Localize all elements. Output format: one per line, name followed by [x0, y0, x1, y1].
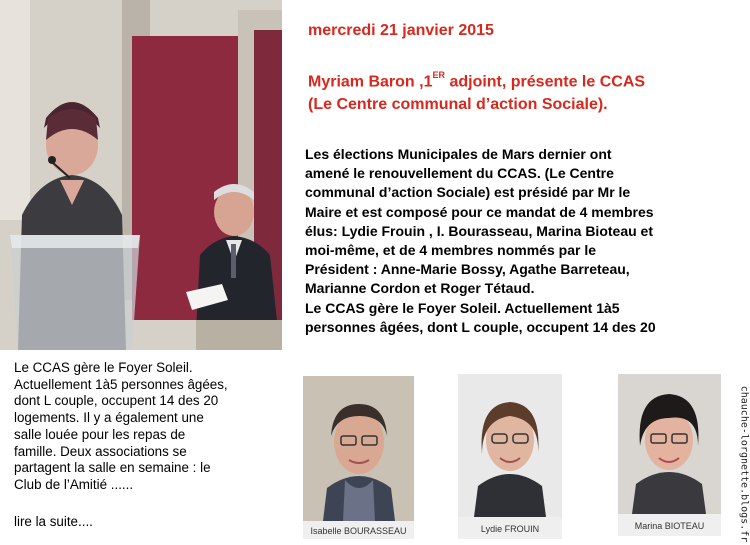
headline-part2: adjoint, présente le CCAS — [445, 73, 646, 91]
portrait-caption: Isabelle BOURASSEAU — [310, 526, 407, 536]
main-photo — [0, 0, 282, 350]
headline-line2: (Le Centre communal d’action Sociale). — [308, 96, 608, 114]
headline-superscript: ER — [432, 70, 445, 80]
watermark-text: chauche-lorgnette.blogs.fr — [738, 385, 750, 543]
blog-watermark — [737, 385, 750, 543]
portrait-caption: Lydie FROUIN — [480, 524, 540, 534]
portrait-frouin — [458, 374, 562, 539]
portrait-bourasseau — [303, 376, 414, 539]
article-date: mercredi 21 janvier 2015 — [308, 22, 494, 39]
portrait-caption: Marina BIOTEAU — [634, 521, 705, 531]
side-text: Le CCAS gère le Foyer Soleil. Actuellement 1à5 personnes âgées, dont L couple, occupent 14 des 20 logements. Il y a également une salle louée pour les repas de famille. Deux associations se partagent la salle en semaine : le Club de l’Amitié ...... — [14, 360, 228, 492]
body-text: Les élections Municipales de Mars dernier ont amené le renouvellement du CCAS. (Le Centre communal d’action Sociale) est présidé par Mr le Maire et est composé pour ce mandat de 4 membres élus: Lydie Frouin , I. Bourasseau, Marina Bioteau et moi-même, et de 4 membres nommés par le Président : Anne-Marie Bossy, Agathe Barreteau, Marianne Cordon et Roger Tétaud. Le CCAS gère le Foyer Soleil. Actuellement 1à5 personnes âgées, dont L couple, occupent 14 des 20 — [305, 146, 656, 335]
headline-part1: Myriam Baron ,1 — [308, 73, 433, 91]
read-more-link[interactable]: lire la suite.... — [14, 514, 93, 529]
portrait-bioteau — [618, 374, 721, 536]
headline — [308, 66, 738, 116]
